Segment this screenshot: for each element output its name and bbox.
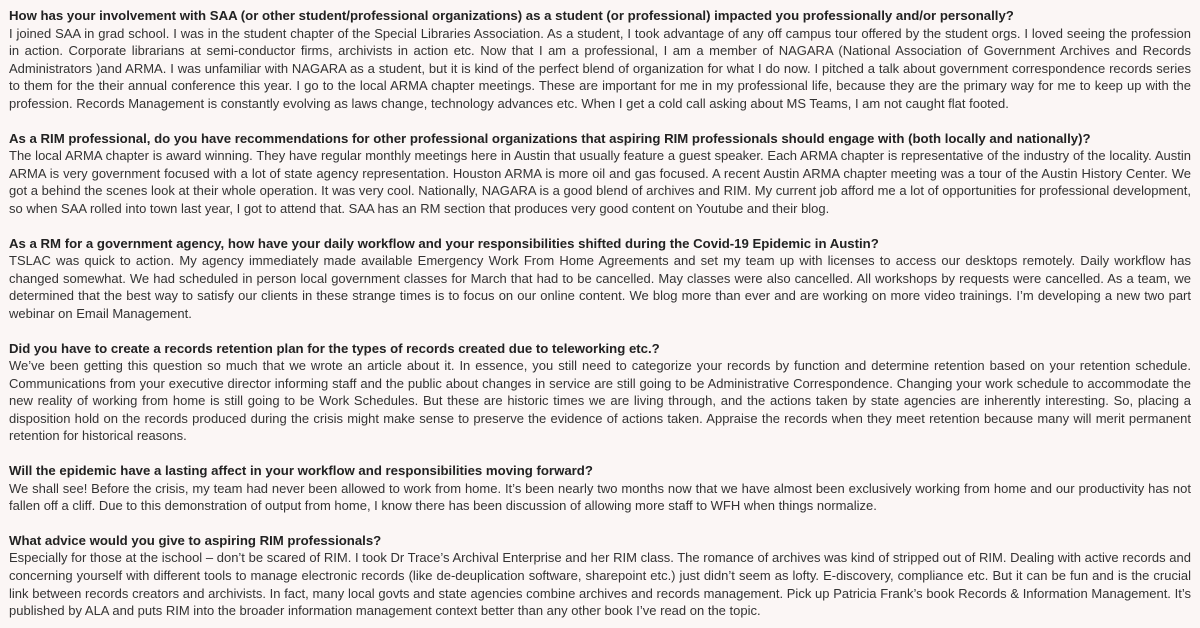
qa-block-advice [9,532,1191,620]
answer-paragraph: Especially for those at the ischool – don’t be scared of RIM. I took Dr Trace’s Archival Enterprise and her RIM class. The romance of archives was kind of stripped out of RIM. Dealing with active records and concerning yourself with different tools to manage electronic records (like de-deuplication software, sharepoint etc.) just didn’t seem as lofty. E-discovery, compliance etc. But it can be fun and is the crucial link between records creators and archivists. In fact, many local govts and state agencies combine archives and records management. Pick up Patricia Frank’s book Records & Information Management. It’s published by ALA and puts RIM into the broader information management context better than any other book I’ve read on the topic. [9,550,1191,619]
answer-paragraph: TSLAC was quick to action. My agency immediately made available Emergency Work From Home Agreements and set my team up with licenses to access our desktops remotely. Daily workflow has changed somewhat. We had scheduled in person local government classes for March that had to be cancelled. May classes were also cancelled. All workshops by requests were cancelled. As a team, we determined that the best way to satisfy our clients in these strange times is to focus on our online content. We blog more than ever and are working on more video trainings. I’m developing a new two part webinar on Email Management. [9,253,1191,321]
qa-block-retention-plan [9,340,1191,446]
question-heading: How has your involvement with SAA (or other student/professional organizations) as a student (or professional) impacted you professionally and/or personally? [9,8,1014,23]
answer-paragraph: We shall see! Before the crisis, my team had never been allowed to work from home. It’s been nearly two months now that we have almost been exclusively working from home and our productivity has not fallen off a cliff. Due to this demonstration of output from home, I know there has been discussion of allowing more staff to WFH when things normalize. [9,480,1191,514]
answer-paragraph: The local ARMA chapter is award winning. They have regular monthly meetings here in Austin that usually feature a guest speaker. Each ARMA chapter is representative of the industry of the locality. Austin ARMA is very government focused with a lot of state agency representation. Houston ARMA is more oil and gas focused. A recent Austin ARMA chapter meeting was a tour of the Austin History Center. We got a behind the scenes look at their whole operation. It was very cool. Nationally, NAGARA is a good blend of archives and RIM. My current job afford me a lot of opportunities for professional development, so when SAA rolled into town last year, I got to attend that. SAA has an RM section that produces very good content on Youtube and their blog. [9,148,1191,216]
qa-block-lasting-effect [9,462,1191,515]
answer-paragraph: We’ve been getting this question so much that we wrote an article about it. In essence, you still need to categorize your records by function and determine retention based on your retention schedule. Communications from your executive director informing staff and the public about changes in service are still going to be Administrative Correspondence. Changing your work schedule to accommodate the new reality of working from home is still going to be Work Schedules. But these are historic times we are living through, and the actions taken by state agencies are inherently interesting. So, placing a disposition hold on the records produced during the crisis might make sense to preserve the evidence of actions taken. Appraise the records when they meet retention because many will merit permanent retention for historical reasons. [9,358,1191,444]
question-heading: Did you have to create a records retention plan for the types of records created due to teleworking etc.? [9,340,660,356]
qa-block-involvement [9,7,1191,113]
question-heading: What advice would you give to aspiring RIM professionals? [9,532,382,548]
question-heading: Will the epidemic have a lasting affect in your workflow and responsibilities moving forward? [9,463,593,479]
question-heading: As a RIM professional, do you have recommendations for other professional organizations that aspiring RIM professionals should engage with (both locally and nationally)? [9,130,1091,146]
question-heading: As a RM for a government agency, how have your daily workflow and your responsibilities shifted during the Covid-19 Epidemic in Austin? [9,235,879,251]
qa-block-organizations [9,130,1191,218]
qa-block-covid-workflow [9,235,1191,323]
answer-paragraph: I joined SAA in grad school. I was in the student chapter of the Special Libraries Association. As a student, I took advantage of any off campus tour offered by the student orgs. I loved seeing the profession in action. Corporate librarians at semi-conductor firms, archivists in action etc. Now that I am a professional, I am a member of NAGARA (National Association of Government Archives and Records Administrators )and ARMA. I was unfamiliar with NAGARA as a student, but it is kind of the perfect blend of organization for what I do now. I pitched a talk about government correspondence records series to them for the their annual conference this year. I go to the local ARMA chapter meetings. These are important for me in my professional life, because they are the primary way for me to keep up with the profession. Records Management is constantly evolving as laws change, technology advances etc. When I get a cold call asking about MS Teams, I am not caught flat footed. [9,25,1191,111]
